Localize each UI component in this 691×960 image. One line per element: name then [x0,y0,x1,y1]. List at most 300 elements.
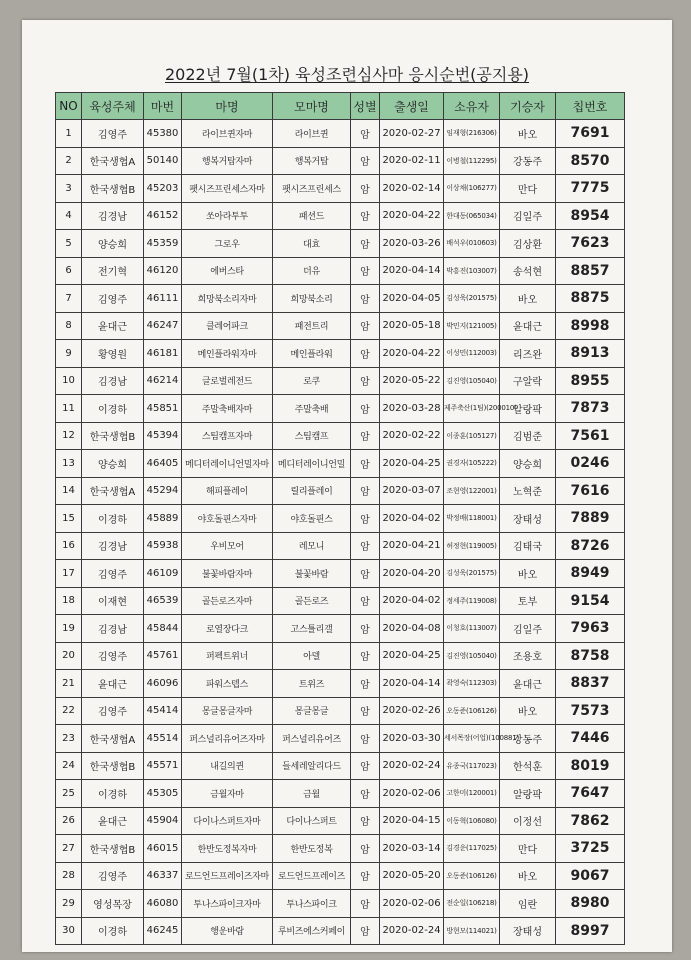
cell-dam-name: 로드언드프레이즈 [273,862,351,890]
cell-chip-number: 7862 [556,807,625,835]
cell-chip-number: 7691 [556,120,625,148]
cell-rider: 바오 [500,862,556,890]
cell-horse-name: 메디터레이니언밀자마 [182,450,273,478]
table-row [56,312,625,340]
cell-breeder: 한국생협B [82,422,144,450]
cell-breeder: 이재현 [82,587,144,615]
cell-owner: 고한미(120001) [444,780,500,808]
cell-breeder: 윤대근 [82,670,144,698]
cell-dam-name: 주말축배 [273,395,351,423]
cell-horse-number: 46120 [144,257,182,285]
cell-chip-number: 7963 [556,615,625,643]
cell-owner: 유종국(117023) [444,752,500,780]
cell-breeder: 김영주 [82,642,144,670]
table-row [56,780,625,808]
table-row [56,367,625,395]
cell-horse-number: 45294 [144,477,182,505]
cell-owner: 김진영(105040) [444,642,500,670]
cell-dam-name: 로쿠 [273,367,351,395]
cell-rider: 이정선 [500,807,556,835]
cell-chip-number: 7873 [556,395,625,423]
header-horse-name: 마명 [182,93,273,120]
cell-chip-number: 9154 [556,587,625,615]
cell-dam-name: 들세레알리다드 [273,752,351,780]
cell-horse-number: 45414 [144,697,182,725]
cell-sex: 암 [351,230,380,258]
cell-horse-name: 로드언드프레이즈자마 [182,862,273,890]
cell-owner: 김성욱(201575) [444,285,500,313]
cell-dam-name: 몽글몽글 [273,697,351,725]
table-row [56,835,625,863]
cell-chip-number: 7446 [556,725,625,753]
cell-rider: 바오 [500,285,556,313]
cell-breeder: 이경하 [82,395,144,423]
cell-sex: 암 [351,532,380,560]
cell-horse-number: 45380 [144,120,182,148]
cell-dam-name: 트위즈 [273,670,351,698]
cell-horse-name: 다이나스퍼트자마 [182,807,273,835]
cell-breeder: 김경남 [82,367,144,395]
cell-birth-date: 2020-02-24 [380,752,444,780]
cell-rider: 토부 [500,587,556,615]
cell-birth-date: 2020-04-15 [380,807,444,835]
cell-sex: 암 [351,560,380,588]
cell-birth-date: 2020-02-24 [380,917,444,945]
cell-horse-number: 45305 [144,780,182,808]
cell-chip-number: 8949 [556,560,625,588]
cell-horse-name: 투나스파이크자마 [182,890,273,918]
cell-birth-date: 2020-04-02 [380,505,444,533]
cell-horse-number: 45889 [144,505,182,533]
table-row [56,862,625,890]
cell-rider: 알랑팍 [500,395,556,423]
cell-horse-name: 스팀캠프자마 [182,422,273,450]
table-row [56,807,625,835]
cell-dam-name: 레모니 [273,532,351,560]
cell-rider: 윤대근 [500,312,556,340]
cell-sex: 암 [351,395,380,423]
cell-birth-date: 2020-04-22 [380,340,444,368]
cell-breeder: 김경남 [82,202,144,230]
cell-no: 30 [56,917,82,945]
cell-sex: 암 [351,450,380,478]
cell-no: 20 [56,642,82,670]
cell-sex: 암 [351,257,380,285]
cell-dam-name: 야호돌핀스 [273,505,351,533]
cell-dam-name: 희망북소리 [273,285,351,313]
cell-sex: 암 [351,367,380,395]
table-row [56,642,625,670]
cell-rider: 바오 [500,697,556,725]
cell-chip-number: 7775 [556,175,625,203]
cell-owner: 한대동(065034) [444,202,500,230]
cell-birth-date: 2020-05-18 [380,312,444,340]
cell-chip-number: 8875 [556,285,625,313]
cell-breeder: 이경하 [82,505,144,533]
cell-horse-name: 금월자마 [182,780,273,808]
header-rider: 기승자 [500,93,556,120]
cell-horse-number: 46096 [144,670,182,698]
cell-rider: 김일주 [500,615,556,643]
cell-chip-number: 8955 [556,367,625,395]
cell-no: 29 [56,890,82,918]
table-row [56,285,625,313]
cell-breeder: 한국생협B [82,835,144,863]
cell-breeder: 김경남 [82,532,144,560]
cell-birth-date: 2020-02-06 [380,780,444,808]
cell-breeder: 김영주 [82,285,144,313]
cell-owner: 배석우(010603) [444,230,500,258]
cell-breeder: 윤대근 [82,312,144,340]
cell-owner: 박흥진(103007) [444,257,500,285]
cell-horse-name: 퍼스널리유어즈자마 [182,725,273,753]
cell-no: 4 [56,202,82,230]
cell-horse-number: 46405 [144,450,182,478]
cell-owner: 정세주(119008) [444,587,500,615]
header-sex: 성별 [351,93,380,120]
cell-horse-number: 46152 [144,202,182,230]
cell-chip-number: 7647 [556,780,625,808]
table-row [56,697,625,725]
cell-birth-date: 2020-04-22 [380,202,444,230]
cell-no: 15 [56,505,82,533]
cell-horse-number: 45514 [144,725,182,753]
header-dam-name: 모마명 [273,93,351,120]
cell-dam-name: 대효 [273,230,351,258]
cell-horse-name: 글로벌레전드 [182,367,273,395]
cell-birth-date: 2020-05-22 [380,367,444,395]
cell-breeder: 김영주 [82,560,144,588]
cell-horse-number: 45851 [144,395,182,423]
cell-horse-name: 내길의퀸 [182,752,273,780]
cell-breeder: 전기혁 [82,257,144,285]
cell-birth-date: 2020-02-14 [380,175,444,203]
cell-horse-name: 한반도정복자마 [182,835,273,863]
cell-sex: 암 [351,807,380,835]
cell-chip-number: 8998 [556,312,625,340]
cell-horse-number: 45203 [144,175,182,203]
cell-sex: 암 [351,917,380,945]
cell-horse-name: 해피플레이 [182,477,273,505]
header-birth-date: 출생일 [380,93,444,120]
cell-rider: 한석훈 [500,752,556,780]
cell-no: 3 [56,175,82,203]
table-row [56,340,625,368]
cell-rider: 강동주 [500,147,556,175]
cell-dam-name: 패션드 [273,202,351,230]
cell-owner: 오동준(106126) [444,862,500,890]
paper-sheet [22,20,672,952]
cell-chip-number: 8726 [556,532,625,560]
cell-chip-number: 3725 [556,835,625,863]
cell-no: 6 [56,257,82,285]
cell-sex: 암 [351,422,380,450]
cell-rider: 알랑팍 [500,780,556,808]
cell-chip-number: 9067 [556,862,625,890]
table-row [56,615,625,643]
cell-sex: 암 [351,340,380,368]
cell-breeder: 한국생협A [82,725,144,753]
cell-dam-name: 스팀캠프 [273,422,351,450]
cell-sex: 암 [351,285,380,313]
cell-sex: 암 [351,120,380,148]
cell-sex: 암 [351,890,380,918]
cell-rider: 만다 [500,175,556,203]
table-row [56,917,625,945]
cell-horse-number: 45571 [144,752,182,780]
cell-chip-number: 7889 [556,505,625,533]
cell-owner: 박정배(118001) [444,505,500,533]
table-row [56,752,625,780]
cell-rider: 김일주 [500,202,556,230]
table-row [56,422,625,450]
cell-chip-number: 8980 [556,890,625,918]
cell-dam-name: 고스틀리갤 [273,615,351,643]
cell-horse-name: 불꽃바람자마 [182,560,273,588]
cell-rider: 노혁준 [500,477,556,505]
header-breeder: 육성주체 [82,93,144,120]
cell-rider: 리즈완 [500,340,556,368]
cell-no: 14 [56,477,82,505]
cell-breeder: 황영원 [82,340,144,368]
cell-no: 22 [56,697,82,725]
cell-breeder: 김영주 [82,697,144,725]
cell-rider: 김태국 [500,532,556,560]
cell-breeder: 김경남 [82,615,144,643]
cell-horse-name: 퍼펙트위너 [182,642,273,670]
cell-sex: 암 [351,752,380,780]
cell-birth-date: 2020-04-05 [380,285,444,313]
cell-owner: 김진영(105040) [444,367,500,395]
cell-sex: 암 [351,587,380,615]
cell-rider: 송석현 [500,257,556,285]
cell-owner: 제주축산(1팀)(200010) [444,395,500,423]
cell-dam-name: 불꽃바람 [273,560,351,588]
cell-chip-number: 7616 [556,477,625,505]
cell-owner: 김경운(117025) [444,835,500,863]
cell-rider: 강동주 [500,725,556,753]
table-row [56,532,625,560]
cell-breeder: 양승희 [82,450,144,478]
header-owner: 소유자 [444,93,500,120]
header-no: NO [56,93,82,120]
cell-owner: 이상채(106277) [444,175,500,203]
cell-horse-number: 45938 [144,532,182,560]
cell-dam-name: 팻시즈프린세스 [273,175,351,203]
table-row [56,175,625,203]
table-row [56,147,625,175]
cell-chip-number: 7561 [556,422,625,450]
cell-breeder: 이경하 [82,780,144,808]
cell-owner: 이종훈(105127) [444,422,500,450]
cell-no: 23 [56,725,82,753]
cell-owner: 권경자(105222) [444,450,500,478]
cell-rider: 임란 [500,890,556,918]
cell-no: 21 [56,670,82,698]
cell-horse-name: 몽글몽글자마 [182,697,273,725]
cell-no: 8 [56,312,82,340]
cell-sex: 암 [351,835,380,863]
cell-rider: 만다 [500,835,556,863]
cell-birth-date: 2020-03-07 [380,477,444,505]
table-row [56,890,625,918]
cell-horse-name: 팻시즈프린세스자마 [182,175,273,203]
table-row [56,587,625,615]
cell-horse-number: 45761 [144,642,182,670]
cell-rider: 바오 [500,120,556,148]
cell-horse-number: 46080 [144,890,182,918]
cell-rider: 바오 [500,560,556,588]
cell-no: 27 [56,835,82,863]
cell-owner: 전순일(106218) [444,890,500,918]
cell-horse-number: 45844 [144,615,182,643]
cell-sex: 암 [351,202,380,230]
cell-horse-name: 에버스타 [182,257,273,285]
cell-owner: 곽영숙(112303) [444,670,500,698]
cell-chip-number: 0246 [556,450,625,478]
cell-sex: 암 [351,862,380,890]
cell-owner: 허정현(119005) [444,532,500,560]
cell-no: 10 [56,367,82,395]
cell-no: 17 [56,560,82,588]
table-row [56,257,625,285]
header-horse-number: 마번 [144,93,182,120]
cell-horse-name: 야호돌핀스자마 [182,505,273,533]
cell-no: 5 [56,230,82,258]
cell-birth-date: 2020-02-11 [380,147,444,175]
cell-birth-date: 2020-03-26 [380,230,444,258]
cell-dam-name: 행복거탑 [273,147,351,175]
cell-sex: 암 [351,175,380,203]
cell-horse-number: 46181 [144,340,182,368]
cell-birth-date: 2020-02-26 [380,697,444,725]
cell-horse-number: 46214 [144,367,182,395]
cell-owner: 임재형(216306) [444,120,500,148]
cell-dam-name: 금월 [273,780,351,808]
cell-horse-name: 클레어파크 [182,312,273,340]
cell-sex: 암 [351,697,380,725]
cell-horse-name: 골든로즈자마 [182,587,273,615]
exam-order-table [55,92,625,945]
cell-no: 1 [56,120,82,148]
cell-dam-name: 다이나스퍼트 [273,807,351,835]
cell-sex: 암 [351,670,380,698]
cell-no: 13 [56,450,82,478]
cell-rider: 조용호 [500,642,556,670]
cell-breeder: 영성목장 [82,890,144,918]
cell-horse-number: 50140 [144,147,182,175]
cell-dam-name: 한반도정복 [273,835,351,863]
cell-no: 18 [56,587,82,615]
cell-chip-number: 8758 [556,642,625,670]
cell-dam-name: 메디터레이니언밀 [273,450,351,478]
cell-dam-name: 루비즈에스커페이 [273,917,351,945]
cell-breeder: 한국생협B [82,175,144,203]
cell-breeder: 한국생협B [82,752,144,780]
cell-birth-date: 2020-04-14 [380,670,444,698]
cell-birth-date: 2020-03-28 [380,395,444,423]
cell-birth-date: 2020-03-30 [380,725,444,753]
cell-birth-date: 2020-02-27 [380,120,444,148]
cell-birth-date: 2020-05-20 [380,862,444,890]
cell-dam-name: 아델 [273,642,351,670]
cell-birth-date: 2020-04-21 [380,532,444,560]
cell-horse-number: 46111 [144,285,182,313]
cell-rider: 김상환 [500,230,556,258]
cell-horse-number: 45394 [144,422,182,450]
cell-horse-number: 46109 [144,560,182,588]
cell-dam-name: 패전트리 [273,312,351,340]
cell-rider: 장태성 [500,505,556,533]
table-row [56,477,625,505]
cell-no: 16 [56,532,82,560]
cell-horse-name: 그로우 [182,230,273,258]
cell-breeder: 이경하 [82,917,144,945]
cell-horse-name: 행복거탑자마 [182,147,273,175]
table-row [56,505,625,533]
cell-horse-number: 45359 [144,230,182,258]
cell-rider: 김범준 [500,422,556,450]
cell-birth-date: 2020-02-22 [380,422,444,450]
cell-chip-number: 8857 [556,257,625,285]
cell-horse-number: 46245 [144,917,182,945]
table-row [56,202,625,230]
cell-birth-date: 2020-04-14 [380,257,444,285]
cell-horse-number: 46337 [144,862,182,890]
cell-horse-number: 46015 [144,835,182,863]
cell-owner: 이청호(113007) [444,615,500,643]
cell-no: 19 [56,615,82,643]
cell-no: 28 [56,862,82,890]
cell-horse-name: 행운바람 [182,917,273,945]
header-chip-number: 칩번호 [556,93,625,120]
cell-rider: 양승희 [500,450,556,478]
table-row [56,670,625,698]
cell-birth-date: 2020-04-20 [380,560,444,588]
cell-dam-name: 더유 [273,257,351,285]
cell-no: 2 [56,147,82,175]
cell-birth-date: 2020-04-02 [380,587,444,615]
cell-breeder: 김영주 [82,120,144,148]
cell-dam-name: 라이브퀸 [273,120,351,148]
cell-horse-name: 쏘아라투투 [182,202,273,230]
cell-breeder: 김영주 [82,862,144,890]
cell-sex: 암 [351,780,380,808]
cell-owner: 이동혁(106080) [444,807,500,835]
cell-no: 25 [56,780,82,808]
cell-horse-name: 주말축배자마 [182,395,273,423]
cell-chip-number: 7573 [556,697,625,725]
cell-horse-name: 파워스텝스 [182,670,273,698]
cell-sex: 암 [351,477,380,505]
cell-birth-date: 2020-04-25 [380,450,444,478]
cell-chip-number: 8997 [556,917,625,945]
table-body [56,120,625,945]
cell-sex: 암 [351,505,380,533]
table-header-row [56,93,625,120]
cell-horse-number: 45904 [144,807,182,835]
cell-sex: 암 [351,615,380,643]
cell-horse-number: 46539 [144,587,182,615]
table-row [56,725,625,753]
cell-rider: 구알락 [500,367,556,395]
cell-horse-number: 46247 [144,312,182,340]
cell-no: 24 [56,752,82,780]
cell-no: 11 [56,395,82,423]
table-row [56,120,625,148]
cell-dam-name: 투나스파이크 [273,890,351,918]
cell-breeder: 윤대근 [82,807,144,835]
